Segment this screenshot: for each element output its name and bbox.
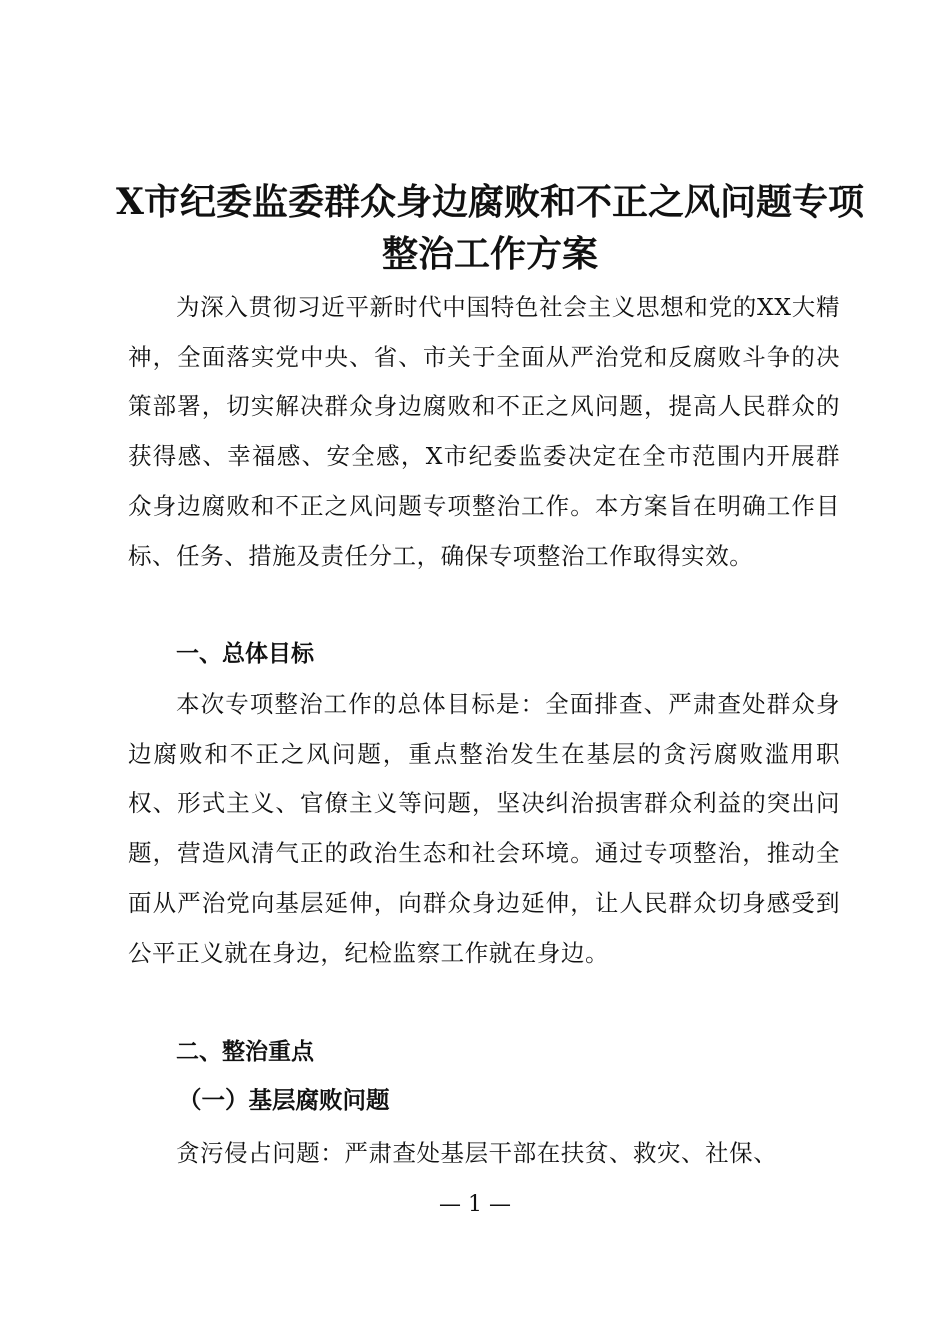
subsection-paragraph: 贪污侵占问题：严肃查处基层干部在扶贫、救灾、社保、 bbox=[176, 1139, 778, 1167]
page-number: — 1 — bbox=[439, 1192, 511, 1217]
section-heading-focus: 二、整治重点 bbox=[176, 1039, 314, 1065]
intro-paragraph: 为深入贯彻习近平新时代中国特色社会主义思想和党的XX大精神，全面落实党中央、省、市关于全面从严治党和反腐败斗争的决策部署，切实解决群众身边腐败和不正之风问题，提高人民群众的获得感、幸福感、安全感，X市纪委监委决定在全市范围内开展群众身边腐败和不正之风问题专项整治工作。本方案旨在明确工作目标、任务、措施及责任分工，确保专项整治工作取得实效。 bbox=[128, 293, 840, 570]
title-line-2: 整治工作方案 bbox=[381, 233, 598, 275]
section-heading-goals: 一、总体目标 bbox=[176, 641, 314, 667]
title-line-1: X市纪委监委群众身边腐败和不正之风问题专项 bbox=[116, 181, 864, 223]
document-title bbox=[110, 176, 870, 280]
subsection-heading-grassroots-corruption: （一）基层腐败问题 bbox=[178, 1086, 390, 1114]
goals-paragraph: 本次专项整治工作的总体目标是：全面排查、严肃查处群众身边腐败和不正之风问题，重点整治发生在基层的贪污腐败滥用职权、形式主义、官僚主义等问题，坚决纠治损害群众利益的突出问题，营造风清气正的政治生态和社会环境。通过专项整治，推动全面从严治党向基层延伸，向群众身边延伸，让人民群众切身感受到公平正义就在身边，纪检监察工作就在身边。 bbox=[128, 690, 840, 967]
